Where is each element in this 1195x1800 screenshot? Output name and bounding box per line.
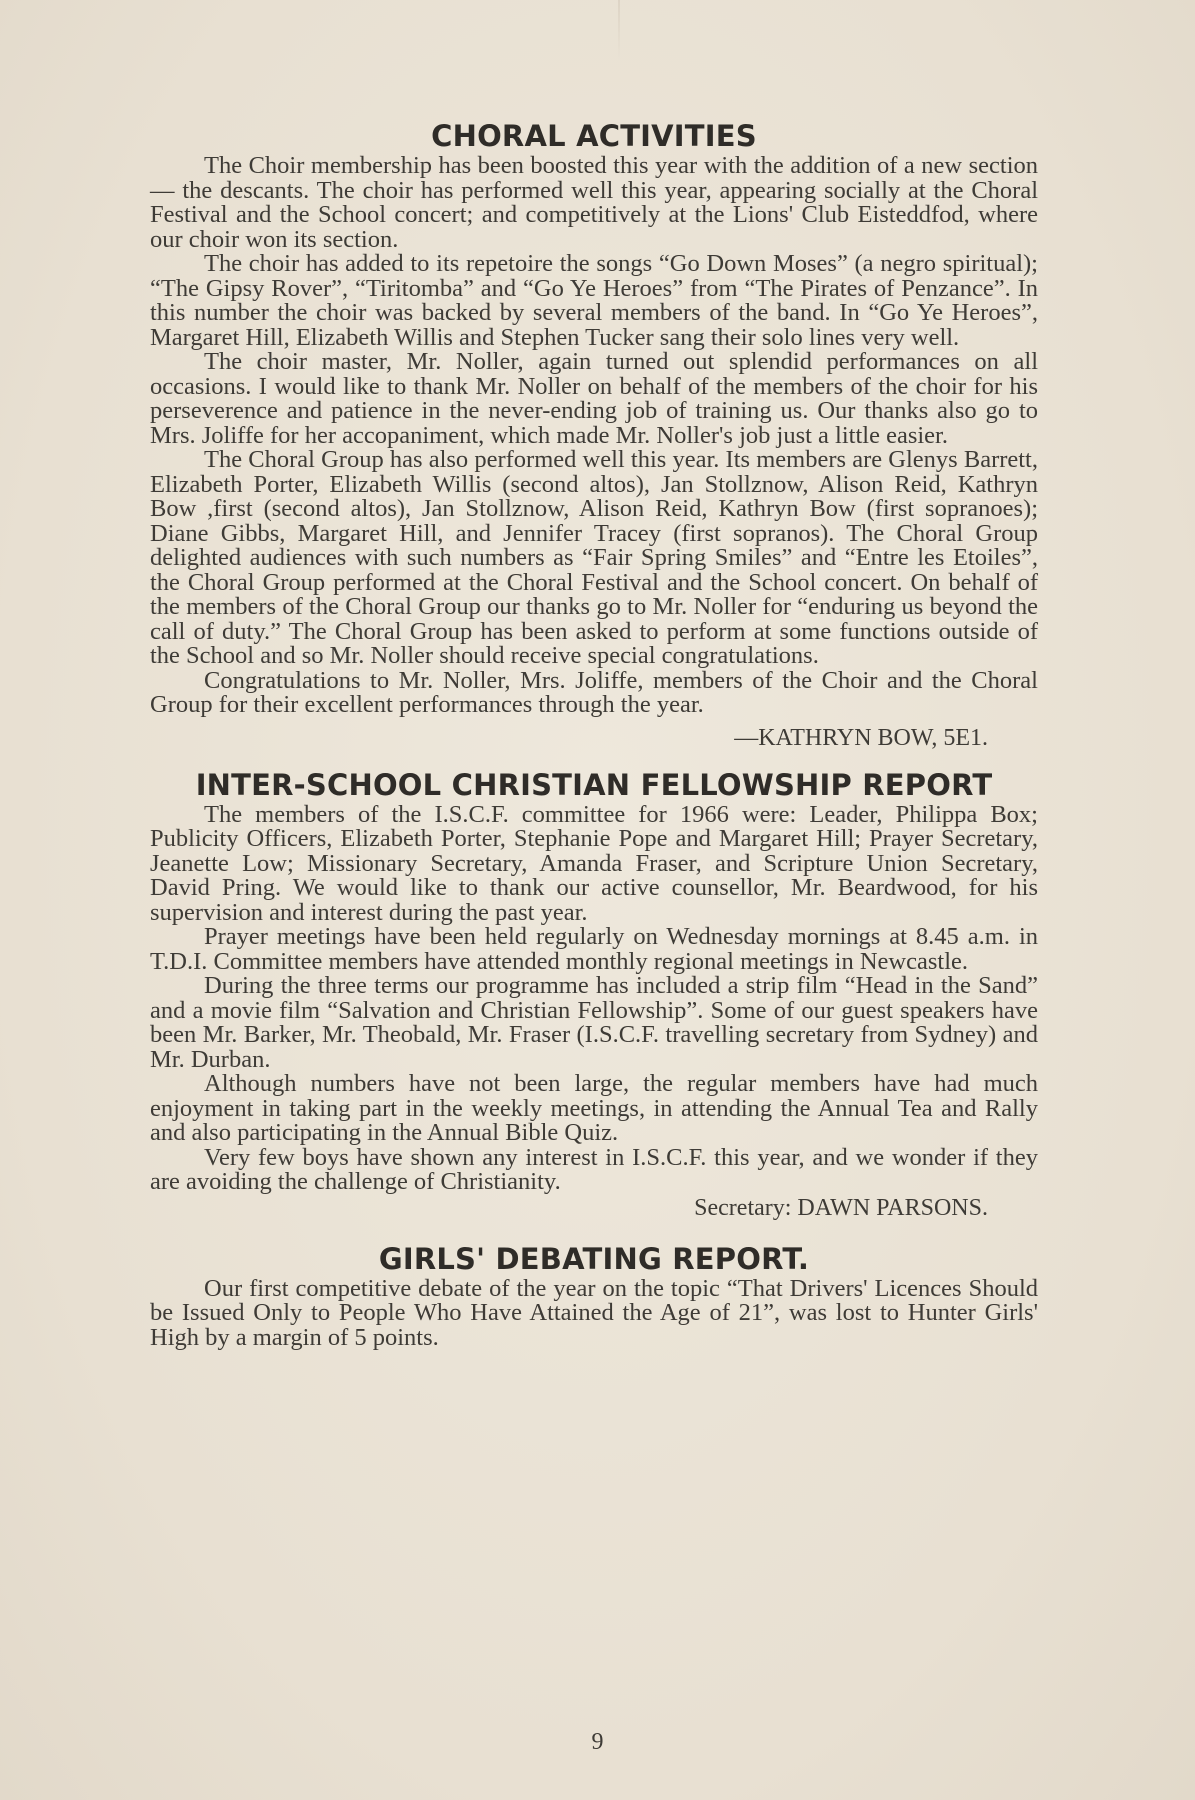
iscf-paragraph-3: During the three terms our programme has included a strip film “Head in the Sand” and a movie film “Salvation and Christian Fellowship”. Some of our guest speakers have been Mr. Barker, Mr. Theobald, Mr. Fraser (I.S.C.F. travelling secretary from Sydney) and Mr. Durban.: [150, 972, 1038, 1073]
iscf-paragraph-2: Prayer meetings have been held regularly on Wednesday mornings at 8.45 a.m. in T.D.I. Committee members have attended monthly regional meetings in Newcastle.: [150, 923, 1038, 975]
choral-paragraph-1: The Choir membership has been boosted this year with the addition of a new section — the descants. The choir has performed well this year, appearing socially at the Choral Festival and the School concert; and competitively at the Lions' Club Eisteddfod, where our choir won its section.: [150, 152, 1038, 253]
article-column: [150, 118, 1038, 1350]
choral-paragraph-2: The choir has added to its repetoire the songs “Go Down Moses” (a negro spiritual); “The Gipsy Rover”, “Tiritomba” and “Go Ye Heroes” from “The Pirates of Penzance”. In this number the choir was backed by several members of the band. In “Go Ye Heroes”, Margaret Hill, Elizabeth Willis and Stephen Tucker sang their solo lines very well.: [150, 250, 1038, 351]
choral-signature: —KATHRYN BOW, 5E1.: [734, 724, 988, 751]
choral-heading: CHORAL ACTIVITIES: [431, 119, 757, 153]
page-fold-mark: [618, 0, 620, 60]
iscf-signature: Secretary: DAWN PARSONS.: [694, 1194, 988, 1221]
debating-paragraph-1: Our first competitive debate of the year on the topic “That Drivers' Licences Should be Issued Only to People Who Have Attained the Age of 21”, was lost to Hunter Girls' High by a margin of 5 points.: [150, 1274, 1038, 1351]
page-number: 9: [591, 1729, 604, 1755]
choral-activities-section: [150, 118, 1038, 751]
iscf-heading: INTER-SCHOOL CHRISTIAN FELLOWSHIP REPORT: [195, 767, 993, 802]
debating-heading: GIRLS' DEBATING REPORT.: [378, 1241, 810, 1276]
choral-paragraph-4: The Choral Group has also performed well this year. Its members are Glenys Barrett, Elizabeth Porter, Elizabeth Willis (second altos), Jan Stollznow, Alison Reid, Kathryn Bow ,first (second altos), Jan Stollznow, Alison Reid, Kathryn Bow (first sopranoes); Diane Gibbs, Margaret Hill, and Jennifer Tracey (first sopranos). The Choral Group delighted audiences with such numbers as “Fair Spring Smiles” and “Entre les Etoiles”, the Choral Group performed at the Choral Festival and the School concert. On behalf of the members of the Choral Group our thanks go to Mr. Noller for “enduring us beyond the call of duty.” The Choral Group has been asked to perform at some functions outside of the School and so Mr. Noller should receive special congratulations.: [150, 446, 1038, 669]
girls-debating-section: [150, 1241, 1038, 1351]
iscf-section: [150, 767, 1038, 1221]
choral-paragraph-3: The choir master, Mr. Noller, again turned out splendid performances on all occasions. I would like to thank Mr. Noller on behalf of the members of the choir for his perseverence and patience in the never-ending job of training us. Our thanks also go to Mrs. Joliffe for her accopaniment, which made Mr. Noller's job just a little easier.: [150, 348, 1038, 449]
choral-paragraph-5: Congratulations to Mr. Noller, Mrs. Joliffe, members of the Choir and the Choral Group for their excellent performances through the year.: [150, 666, 1038, 718]
iscf-paragraph-5: Very few boys have shown any interest in I.S.C.F. this year, and we wonder if they are avoiding the challenge of Christianity.: [150, 1143, 1038, 1195]
iscf-paragraph-1: The members of the I.S.C.F. committee for 1966 were: Leader, Philippa Box; Publicity Officers, Elizabeth Porter, Stephanie Pope and Margaret Hill; Prayer Secretary, Jeanette Low; Missionary Secretary, Amanda Fraser, and Scripture Union Secretary, David Pring. We would like to thank our active counsellor, Mr. Beardwood, for his supervision and interest during the past year.: [150, 800, 1038, 926]
iscf-paragraph-4: Although numbers have not been large, the regular members have had much enjoyment in taking part in the weekly meetings, in attending the Annual Tea and Rally and also participating in the Annual Bible Quiz.: [150, 1070, 1038, 1146]
